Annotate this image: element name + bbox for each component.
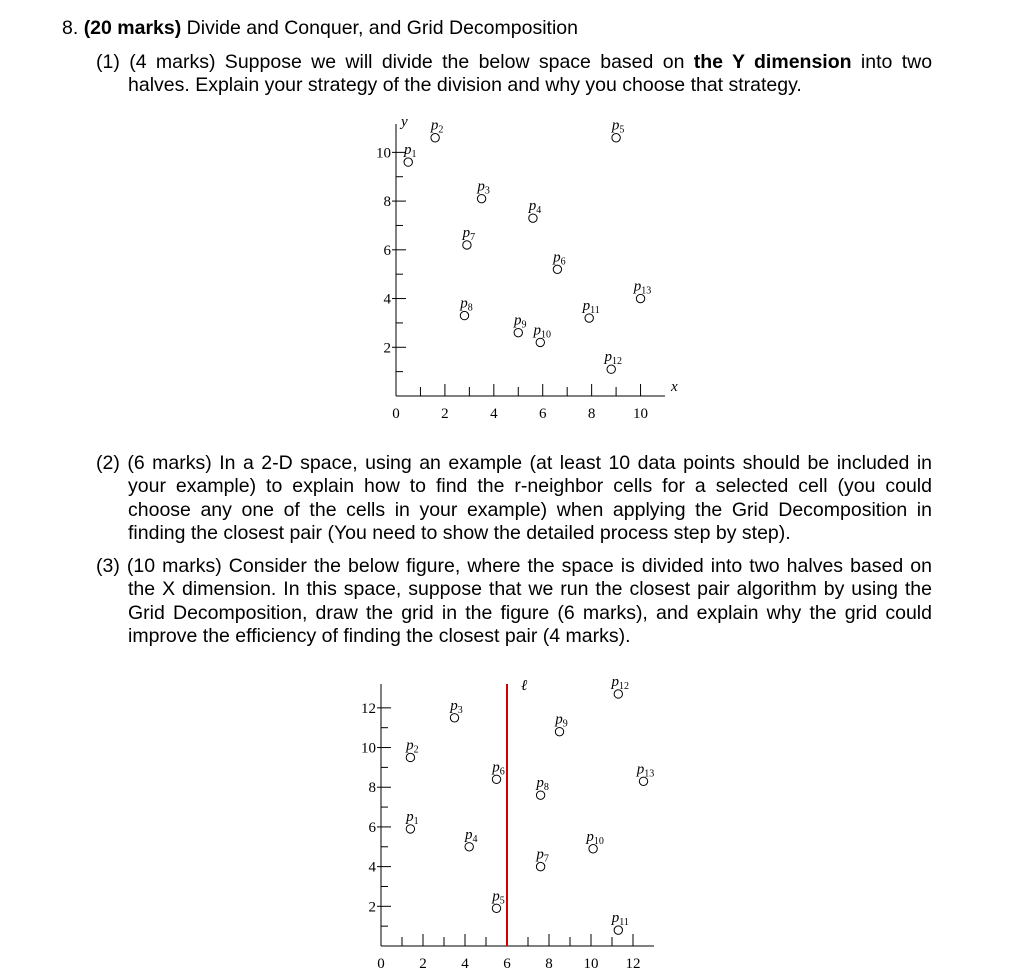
point-label-p13: $p_{13}$ xyxy=(633,278,652,297)
point-label-p1: $p_1$ xyxy=(403,142,417,161)
x-tick-label: 6 xyxy=(503,956,511,972)
question-marks: (20 marks) xyxy=(83,17,182,39)
y-tick-label: 2 xyxy=(383,340,391,357)
y-tick-label: 8 xyxy=(383,194,391,211)
part2-label: (2) xyxy=(96,452,120,474)
x-tick-label: 8 xyxy=(587,406,596,422)
x-tick-label: 4 xyxy=(490,406,498,422)
point-label-p6: $p_6$ xyxy=(553,249,566,268)
y-tick-label: 12 xyxy=(361,700,376,717)
x-tick-label: 4 xyxy=(461,956,469,972)
point-label-p8: $p_8$ xyxy=(536,775,549,794)
point-label-p6: $p_6$ xyxy=(492,759,505,778)
y-tick-label: 6 xyxy=(368,819,376,836)
part3-label: (3) xyxy=(96,555,120,577)
x-tick-label: 6 xyxy=(538,406,547,422)
question-heading: Divide and Conquer, and Grid Decomposition xyxy=(186,17,578,39)
point-label-p10: $p_{10}$ xyxy=(533,322,552,341)
y-axis-label: y xyxy=(401,114,408,130)
point-label-p3: $p_3$ xyxy=(450,697,463,716)
y-tick-label: 4 xyxy=(383,291,391,308)
x-tick-label: 0 xyxy=(392,406,400,422)
point-label-p8: $p_8$ xyxy=(460,295,473,314)
point-label-p12: $p_{12}$ xyxy=(611,673,630,692)
x-tick-label: 10 xyxy=(633,406,649,422)
x-tick-label: 0 xyxy=(377,956,385,972)
point-label-p7: $p_7$ xyxy=(462,224,476,243)
y-tick-label: 4 xyxy=(368,859,376,876)
point-label-p11: $p_{11}$ xyxy=(582,298,600,317)
part1-text-a: (4 marks) Suppose we will divide the below space based on xyxy=(129,51,685,73)
y-tick-label: 2 xyxy=(368,899,376,916)
part1-label: (1) xyxy=(96,51,120,73)
chart-2 xyxy=(361,674,654,972)
point-label-p9: $p_9$ xyxy=(514,312,527,331)
point-label-p5: $p_5$ xyxy=(492,888,505,907)
point-label-p9: $p_9$ xyxy=(555,711,568,730)
x-tick-label: 12 xyxy=(625,956,641,972)
x-tick-label: 8 xyxy=(545,956,553,972)
part3-body: (10 marks) Consider the below figure, where the space is divided into two halves based on the X dimension. In this space, suppose that we run the closest pair algorithm by using the Grid Decomposition, draw the grid in the figure (6 marks), and explain why the grid could improve the efficiency of finding the closest pair (4 marks). xyxy=(126,555,932,648)
part2-body: (6 marks) In a 2-D space, using an example (at least 10 data points should be included in your example) to explain how to find the r-neighbor cells for a selected cell (you could choose any one of the cells in your example) when applying the Grid Decomposition in finding the closest pair (You need to show the detailed process step by step). xyxy=(127,452,932,545)
point-label-p11: $p_{11}$ xyxy=(611,910,629,929)
point-label-p7: $p_7$ xyxy=(536,846,549,865)
part1-bold-text: the Y dimension xyxy=(693,51,852,73)
y-tick-label: 10 xyxy=(361,740,376,757)
point-label-p2: $p_2$ xyxy=(430,117,444,136)
point-label-p4: $p_4$ xyxy=(528,198,542,217)
question-number: 8. xyxy=(62,17,79,39)
point-label-p1: $p_1$ xyxy=(406,808,419,827)
y-tick-label: 6 xyxy=(383,242,391,259)
x-tick-label: 2 xyxy=(419,956,427,972)
point-label-p5: $p_5$ xyxy=(611,117,625,136)
x-tick-label: 10 xyxy=(583,956,599,972)
point-label-p3: $p_3$ xyxy=(477,178,490,197)
x-tick-label: 2 xyxy=(441,406,449,422)
divider-label: ℓ xyxy=(521,678,528,694)
x-axis-label: x xyxy=(671,379,678,395)
point-label-p13: $p_{13}$ xyxy=(636,761,655,780)
point-label-p2: $p_2$ xyxy=(406,737,419,756)
part1-text-b: into two halves. Explain your strategy of the division and why you choose that strategy. xyxy=(128,51,933,97)
y-tick-label: 10 xyxy=(376,145,391,162)
point-label-p12: $p_{12}$ xyxy=(604,349,622,368)
point-label-p10: $p_{10}$ xyxy=(586,828,604,847)
point-label-p4: $p_4$ xyxy=(464,826,478,845)
y-tick-label: 8 xyxy=(368,780,376,797)
